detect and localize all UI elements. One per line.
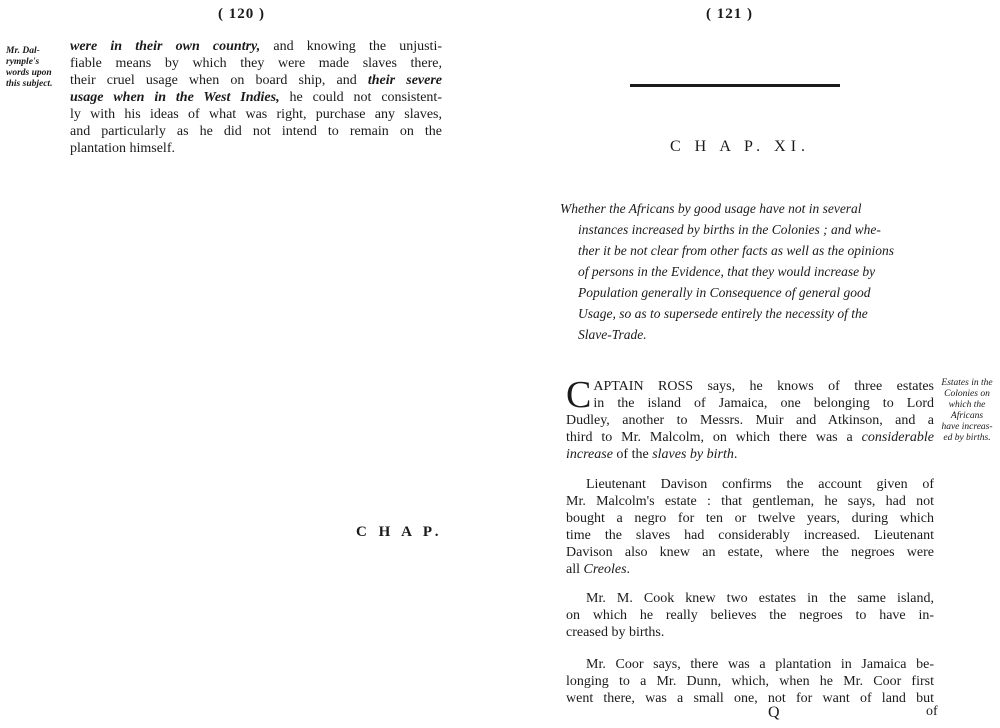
text-line: APTAIN ROSS says, he knows of three estates [593, 379, 934, 394]
italic-phrase: their severe [367, 73, 442, 88]
left-body-text [70, 38, 442, 157]
text-line [566, 429, 934, 446]
text-line: in the island of Jamaica, one belonging to Lord [593, 396, 934, 411]
italic-phrase: usage when in the West Indies, [70, 90, 280, 105]
italic-phrase: increase [566, 447, 613, 462]
text-line: Davison also knew an estate, where the negroes were [566, 545, 934, 560]
summary-line: Whether the Africans by good usage have not in several [560, 201, 862, 216]
page-number-right: ( 121 ) [706, 6, 753, 22]
italic-phrase: considerable [861, 430, 934, 445]
text-line [70, 72, 442, 89]
text-line: Dudley, another to Messrs. Muir and Atkinson, and a [566, 413, 934, 428]
paragraph-ross [566, 374, 934, 463]
text-run: . [626, 562, 631, 577]
margin-note-line: ed by births. [943, 433, 991, 443]
text-run: and knowing the unjusti- [260, 39, 442, 54]
margin-note-line: Africans [950, 411, 984, 421]
margin-note-line: words upon [6, 68, 52, 78]
text-line: longing to a Mr. Dunn, which, when he Mr. Coor first [566, 674, 934, 689]
text-line: on which he really believes the negroes to have in- [566, 608, 934, 623]
text-line [566, 561, 934, 578]
text-run: all [566, 562, 584, 577]
text-line: Mr. Malcolm's estate : that gentleman, he says, had not [566, 494, 934, 509]
summary-line: ther it be not clear from other facts as well as the opinions [578, 243, 894, 258]
text-run: of the [612, 447, 653, 462]
text-line [70, 89, 442, 106]
text-run: third to Mr. Malcolm, on which there was a [566, 430, 862, 445]
text-line: went there, was a small one, not for want of land but [566, 691, 934, 706]
text-run: ly with his ideas of what was right, purchase any slaves, [70, 107, 442, 122]
margin-note-line: which the [948, 400, 986, 410]
text-line [70, 106, 442, 123]
margin-note-left [6, 46, 62, 90]
text-line [70, 38, 442, 55]
catchword-right: of [926, 704, 938, 719]
italic-phrase: slaves by birth [652, 447, 734, 462]
paragraph-cook [566, 590, 934, 641]
margin-note-line: Estates in the [941, 378, 993, 388]
header-rule [630, 84, 840, 87]
summary-line: of persons in the Evidence, that they would increase by [578, 264, 876, 279]
margin-note-line: have increas- [941, 422, 993, 432]
text-line: bought a negro for ten or twelve years, during which [566, 511, 934, 526]
page-number-left: ( 120 ) [218, 6, 265, 22]
summary-line: Usage, so as to supersede entirely the necessity of the [578, 306, 868, 321]
text-line: time the slaves had considerably increased. Lieutenant [566, 528, 934, 543]
summary-line: Population generally in Consequence of general good [578, 285, 871, 300]
text-line [70, 140, 442, 157]
text-run: plantation himself. [70, 141, 175, 156]
chapter-title: C H A P. XI. [670, 138, 811, 155]
summary-line: Slave-Trade. [578, 327, 647, 342]
text-line [70, 55, 442, 72]
text-line [566, 446, 934, 463]
italic-phrase: Creoles [583, 562, 627, 577]
margin-note-right [934, 378, 1000, 444]
left-page [0, 0, 480, 728]
signature-mark: Q [768, 704, 780, 721]
text-line: creased by births. [566, 625, 665, 640]
text-line [70, 123, 442, 140]
catchword-left: C H A P. [356, 524, 443, 540]
drop-capital: C [566, 374, 592, 416]
text-line: Lieutenant Davison confirms the account given of [586, 477, 934, 492]
paragraph-davison [566, 476, 934, 578]
margin-note-line: Colonies on [944, 389, 990, 399]
text-run: . [733, 447, 738, 462]
margin-note-line: rymple's [6, 57, 40, 67]
text-line: Mr. Coor says, there was a plantation in Jamaica be- [586, 657, 934, 672]
chapter-summary [560, 198, 930, 345]
text-run: he could not consistent- [279, 90, 442, 105]
text-run: and particularly as he did not intend to remain on the [70, 124, 442, 139]
text-run: their cruel usage when on board ship, and [70, 73, 368, 88]
paragraph-coor [566, 656, 934, 707]
italic-phrase: were in their own country, [70, 39, 261, 54]
text-line: Mr. M. Cook knew two estates in the same island, [586, 591, 934, 606]
right-page [520, 0, 1000, 728]
margin-note-line: this subject. [6, 79, 53, 89]
text-run: fiable means by which they were made slaves there, [70, 56, 442, 71]
margin-note-line: Mr. Dal- [6, 46, 40, 56]
summary-line: instances increased by births in the Colonies ; and whe- [578, 222, 881, 237]
